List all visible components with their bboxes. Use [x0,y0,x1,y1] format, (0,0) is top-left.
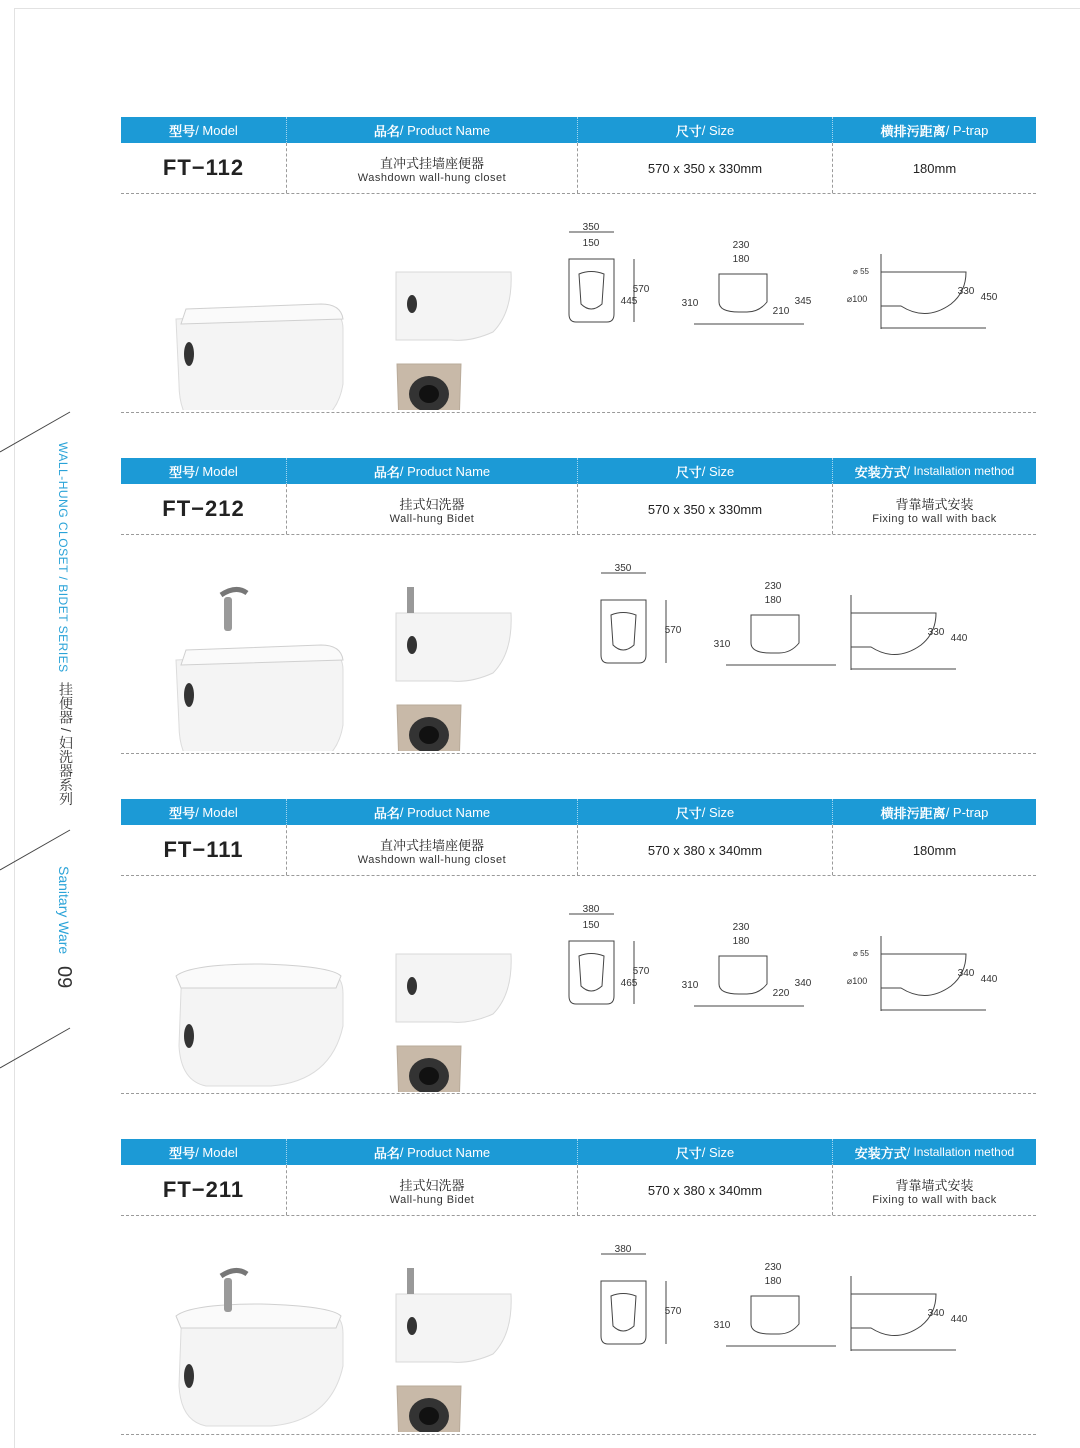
dim-width: 350 [582,222,600,233]
dim-total-height: 440 [980,974,998,985]
header-size: 尺寸 [675,1145,702,1161]
header-name: 品名 [373,464,400,480]
dim-bolt-inner: 180 [732,936,750,947]
product-photo-main [176,1270,343,1426]
product-photo-top [397,705,461,751]
dim-depth-inner: 445 [620,296,638,307]
product-photo-main [176,304,343,410]
dim-height: 310 [713,1320,731,1331]
dim-bolt-outer: 230 [764,581,782,592]
dim-inlet: ⌀ 55 [853,267,869,276]
dim-height: 310 [681,980,699,991]
header-last: 安装方式 [854,464,907,480]
spec-header [121,117,1036,143]
spec-header [121,458,1036,484]
brand-label: Sanitary Ware [56,866,72,955]
product-photo-main [176,589,343,751]
header-name-en: / Product Name [399,463,491,479]
model-number: FT−111 [163,837,244,862]
product-size: 570 x 380 x 340mm [647,842,763,858]
product-photo-side [396,272,511,340]
dim-bowl-height: 340 [927,1308,945,1319]
dim-total-height: 440 [950,633,968,644]
header-size: 尺寸 [675,123,702,139]
product-size: 570 x 380 x 340mm [647,1182,763,1198]
product-name-cn: 直冲式挂墙座便器 [379,838,484,854]
header-last-en: / Installation method [906,464,1015,478]
dim-height: 310 [713,639,731,650]
spec-row [121,143,1036,194]
dim-bolt-inner: 180 [764,595,782,606]
product-images [121,535,1036,751]
dim-pipe: ⌀100 [846,976,868,986]
header-size-en: / Size [701,122,735,138]
product-size: 570 x 350 x 330mm [647,501,763,517]
last-value-en: Fixing to wall with back [872,1193,997,1206]
header-size-en: / Size [701,463,735,479]
product-photo-top [397,364,461,410]
product-photo-top [397,1386,461,1432]
header-name-en: / Product Name [399,1144,491,1160]
product-images [121,876,1036,1092]
spec-row [121,1165,1036,1216]
header-model-en: / Model [195,1144,238,1160]
section-separator [121,1093,1036,1094]
dim-bolt-inner: 180 [764,1276,782,1287]
drawing-back-view [726,1296,836,1346]
spec-header [121,799,1036,825]
model-number: FT−112 [162,155,245,180]
product-photo-top [397,1046,461,1092]
product-name-en: Wall-hung Bidet [389,1193,475,1206]
product-name-cn: 直冲式挂墙座便器 [379,156,484,172]
product-section-3 [121,799,1036,1092]
product-section-2 [121,458,1036,751]
dim-length: 570 [632,284,650,295]
dim-side: 340 [794,978,812,989]
last-value: 180mm [912,160,957,176]
dim-depth-inner: 465 [620,978,638,989]
dim-outlet: 220 [772,988,790,999]
dim-bowl-height: 330 [957,286,975,297]
dim-total-height: 450 [980,292,998,303]
header-model: 型号 [169,123,196,139]
header-name: 品名 [373,1145,400,1161]
spec-row [121,825,1036,876]
dim-bolt-outer: 230 [732,922,750,933]
dim-bolt-outer: 230 [764,1262,782,1273]
dim-length: 570 [664,1306,682,1317]
dim-width: 380 [614,1244,632,1255]
header-name: 品名 [373,805,400,821]
header-model: 型号 [169,1145,196,1161]
last-value: 180mm [912,842,957,858]
product-name-en: Wall-hung Bidet [389,512,475,525]
dim-total-height: 440 [950,1314,968,1325]
header-model: 型号 [169,805,196,821]
last-value-en: Fixing to wall with back [872,512,997,525]
header-name-en: / Product Name [399,122,491,138]
dim-width: 380 [582,904,600,915]
drawing-back-view [726,615,836,665]
product-name-en: Washdown wall-hung closet [357,853,507,866]
header-size-en: / Size [701,1144,735,1160]
dim-length: 570 [664,625,682,636]
section-separator [121,412,1036,413]
dim-height: 310 [681,298,699,309]
dim-length: 570 [632,966,650,977]
drawing-front-view [601,1254,666,1344]
product-photo-main [176,964,343,1086]
product-section-4 [121,1139,1036,1432]
product-name-cn: 挂式妇洗器 [399,497,465,513]
series-title-cn: 挂便器 / 妇洗器系列 [58,682,74,806]
side-decoration [0,400,90,1080]
product-size: 570 x 350 x 330mm [647,160,763,176]
last-value: 背靠墙式安装 [895,496,974,512]
product-images [121,194,1036,410]
product-photo-side [396,954,511,1022]
product-drawing-canvas [121,535,1036,751]
drawing-front-view [569,914,634,1004]
spec-row [121,484,1036,535]
header-last-en: / Installation method [906,1145,1015,1159]
header-model-en: / Model [195,463,238,479]
model-number: FT−212 [162,496,245,521]
header-size-en: / Size [701,804,735,820]
dim-bolt-outer: 230 [732,240,750,251]
drawing-front-view [569,232,634,322]
dim-inlet: ⌀ 55 [853,949,869,958]
product-drawing-canvas [121,194,1036,410]
dim-bowl-height: 340 [957,968,975,979]
section-separator [121,753,1036,754]
header-last: 横排污距离 [880,805,946,821]
dim-outlet: 210 [772,306,790,317]
dim-side: 345 [794,296,812,307]
product-drawing-canvas [121,876,1036,1092]
product-section-1 [121,117,1036,410]
drawing-front-view [601,573,666,663]
product-photo-side [396,1268,511,1362]
header-last: 横排污距离 [880,123,946,139]
product-name-en: Washdown wall-hung closet [357,171,507,184]
dim-bowl-height: 330 [927,627,945,638]
header-name: 品名 [373,123,400,139]
header-model-en: / Model [195,122,238,138]
product-images [121,1216,1036,1432]
header-model: 型号 [169,464,196,480]
section-separator [121,1434,1036,1435]
dim-width: 350 [614,563,632,574]
header-model-en: / Model [195,804,238,820]
header-size: 尺寸 [675,464,702,480]
header-size: 尺寸 [675,805,702,821]
dim-pipe: ⌀100 [846,294,868,304]
dim-bolt-inner: 180 [732,254,750,265]
product-photo-side [396,587,511,681]
series-title-en: WALL-HUNG CLOSET / BIDET SERIES [56,442,70,673]
header-name-en: / Product Name [399,804,491,820]
dim-inner: 150 [582,238,600,249]
page-number: 09 [53,966,75,989]
dim-inner: 150 [582,920,600,931]
model-number: FT−211 [162,1177,245,1202]
product-name-cn: 挂式妇洗器 [399,1178,465,1194]
product-drawing-canvas [121,1216,1036,1432]
last-value: 背靠墙式安装 [895,1177,974,1193]
header-last-en: / P-trap [945,804,989,820]
header-last-en: / P-trap [945,122,989,138]
spec-header [121,1139,1036,1165]
header-last: 安装方式 [854,1145,907,1161]
